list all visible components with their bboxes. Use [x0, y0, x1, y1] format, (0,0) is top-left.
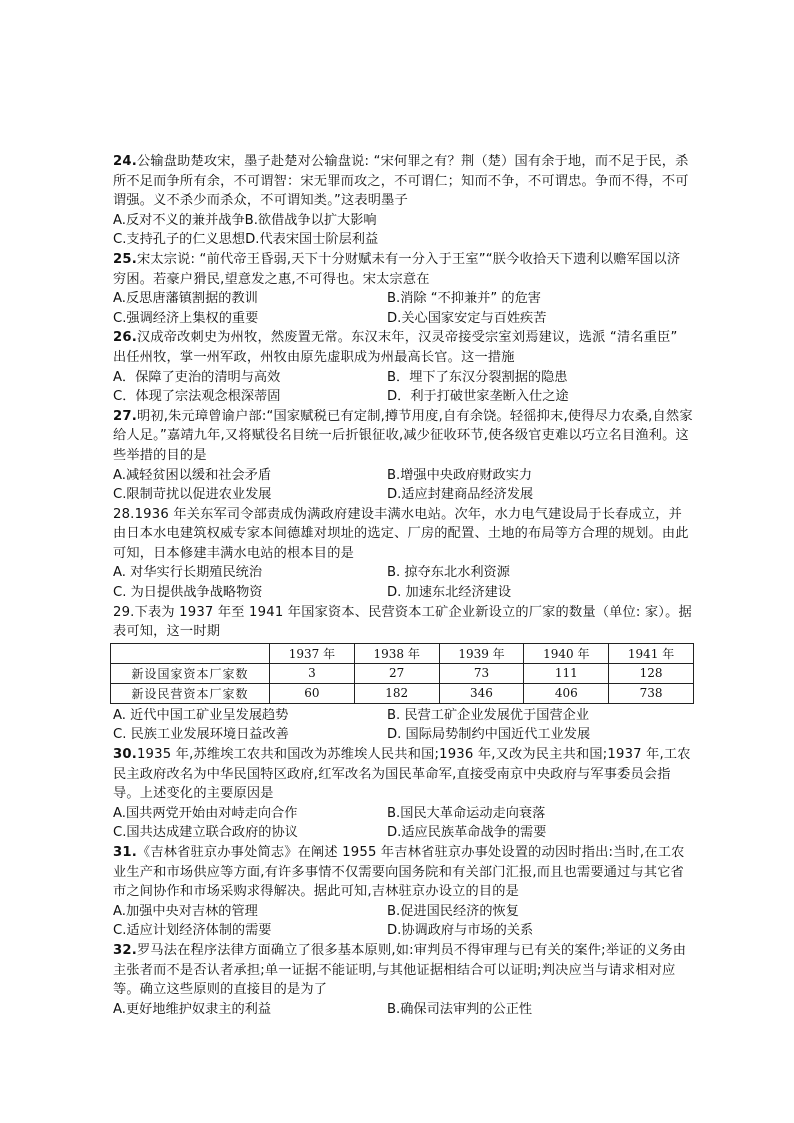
table-cell: 60	[270, 683, 355, 703]
question-27	[113, 407, 693, 505]
option-a[interactable]: A．保障了吏治的清明与高效	[113, 369, 281, 385]
question-30	[113, 745, 693, 843]
option-d[interactable]: D.代表宋国士阶层利益	[245, 232, 379, 248]
option-c[interactable]: C.适应计划经济体制的需要	[113, 923, 272, 939]
question-stem: 下表为 1937 年至 1941 年国家资本、民营资本工矿企业新设立的厂家的数量（单位: 家）。据表可知，这一时期	[113, 604, 692, 640]
option-b[interactable]: B．埋下了东汉分裂割据的隐患	[387, 369, 568, 385]
option-a[interactable]: A.反对不义的兼并战争	[113, 212, 245, 228]
option-c[interactable]: C. 为日提供战争战略物资	[113, 585, 263, 601]
row-label: 新设民营资本厂家数	[111, 683, 270, 703]
question-29	[113, 603, 693, 745]
table-cell: 111	[524, 663, 609, 683]
table-cell: 738	[609, 683, 694, 703]
option-d[interactable]: D. 国际局势制约中国近代工业发展	[387, 727, 591, 743]
question-24	[113, 152, 693, 250]
option-d[interactable]: D.协调政府与市场的关系	[387, 923, 534, 939]
table-cell: 182	[354, 683, 439, 703]
table-row	[111, 683, 694, 703]
question-number: 32.	[113, 942, 137, 958]
question-32	[113, 941, 693, 1019]
table-header-cell: 1938 年	[354, 643, 439, 663]
option-a[interactable]: A.更好地维护奴隶主的利益	[113, 1001, 272, 1017]
question-number: 29.	[113, 604, 135, 620]
question-number: 30.	[113, 747, 137, 763]
option-b[interactable]: B.确保司法审判的公正性	[387, 1001, 533, 1017]
table-cell: 27	[354, 663, 439, 683]
question-number: 25.	[113, 251, 137, 267]
option-a[interactable]: A. 对华实行长期殖民统治	[113, 565, 263, 581]
table-cell: 3	[270, 663, 355, 683]
table-header-cell	[111, 643, 270, 663]
option-a[interactable]: A. 近代中国工矿业呈发展趋势	[113, 707, 289, 723]
question-28	[113, 505, 693, 603]
option-d[interactable]: D. 加速东北经济建设	[387, 585, 512, 601]
question-number: 26.	[113, 330, 137, 346]
question-stem: 明初,朱元璋曾谕户部:“国家赋税已有定制,撙节用度,自有余饶。轻徭抑末,使得尽力农桑,自然家给人足。”嘉靖九年,又将赋役名目统一后折银征收,减少征收环节,使各级官吏难以巧立名目渔利。这些举措的目的是	[113, 408, 693, 463]
option-c[interactable]: C.强调经济上集权的重要	[113, 310, 259, 326]
question-stem: 1935 年,苏维埃工农共和国改为苏维埃人民共和国;1936 年,又改为民主共和国;1937 年,工农民主政府改名为中华民国特区政府,红军改名为国民革命军,直接受南京中央政府与军事委员会指导。上述变化的主要原因是	[113, 747, 691, 802]
question-stem: 《吉林省驻京办事处简志》在阐述 1955 年吉林省驻京办事处设置的动因时指出:当时,在工农业生产和市场供应等方面,有许多事情不仅需要向国务院和有关部门汇报,而且也需要通过与其它省市之间协作和市场采购求得解决。据此可知,吉林驻京办设立的目的是	[113, 845, 685, 900]
table-row	[111, 663, 694, 683]
option-a[interactable]: A.国共两党开始由对峙走向合作	[113, 805, 298, 821]
option-c[interactable]: C.支持孔子的仁义思想	[113, 232, 246, 248]
option-c[interactable]: C.限制苛扰以促进农业发展	[113, 487, 272, 503]
question-stem: 宋太宗说: “前代帝王昏弱,天下十分财赋未有一分入于王室”“朕今收拾天下遗利以赡军国以济穷困。若豪户猾民,望意发之惠,不可得也。宋太宗意在	[113, 251, 681, 287]
row-label: 新设国家资本厂家数	[111, 663, 270, 683]
option-a[interactable]: A.减轻贫困以缓和社会矛盾	[113, 467, 272, 483]
question-31	[113, 843, 693, 941]
option-b[interactable]: B.消除 “不抑兼并” 的危害	[387, 291, 541, 307]
table-header-cell: 1941 年	[609, 643, 694, 663]
data-table	[110, 643, 694, 704]
option-b[interactable]: B.增强中央政府财政实力	[387, 467, 533, 483]
option-b[interactable]: B. 民营工矿企业发展优于国营企业	[387, 707, 590, 723]
table-header-cell: 1939 年	[439, 643, 524, 663]
table-cell: 128	[609, 663, 694, 683]
question-stem: 公输盘助楚攻宋，墨子赴楚对公输盘说: “宋何罪之有？荆（楚）国有余于地，而不足于民，杀所不足而争所有余，不可谓智：宋无罪而攻之，不可谓仁；知而不争，不可谓忠。争而不得，不可谓强。义不杀少而杀众，不可谓知类。”这表明墨子	[113, 154, 689, 209]
question-number: 31.	[113, 845, 137, 860]
question-stem: 汉成帝改刺史为州牧，然废置无常。东汉末年，汉灵帝接受宗室刘焉建议，选派 “清名重臣” 出任州牧，掌一州军政，州牧由原先虚职成为州最高长官。这一措施	[113, 330, 691, 365]
table-header-cell: 1940 年	[524, 643, 609, 663]
option-a[interactable]: A.加强中央对吉林的管理	[113, 903, 258, 919]
option-d[interactable]: D.适应民族革命战争的需要	[387, 825, 547, 841]
option-b[interactable]: B.欲借战争以扩大影响	[244, 212, 377, 228]
question-stem: 罗马法在程序法律方面确立了很多基本原则,如:审判员不得审理与已有关的案件;举证的义务由主张者而不是否认者承担;单一证据不能证明,与其他证据相结合可以证明;判决应当与请求相对应等。确立这些原则的直接目的是为了	[113, 942, 687, 998]
question-number: 28.	[113, 506, 135, 522]
option-c[interactable]: C.国共达成建立联合政府的协议	[113, 825, 298, 841]
question-stem: 1936 年关东军司令部责成伪满政府建设丰满水电站。次年，水力电气建设局于长春成立，并由日本水电建筑权威专家本间德雄对坝址的选定、厂房的配置、土地的布局等方合理的规划。由此可知，日本修建丰满水电站的根本目的是	[113, 506, 689, 561]
option-d[interactable]: D．利于打破世家垄断入仕之途	[387, 389, 569, 405]
option-b[interactable]: B. 掠夺东北水利资源	[387, 565, 510, 581]
option-d[interactable]: D.关心国家安定与百姓疾苦	[387, 310, 547, 326]
option-b[interactable]: B.国民大革命运动走向衰落	[387, 805, 546, 821]
option-d[interactable]: D.适应封建商品经济发展	[387, 487, 534, 503]
question-number: 24.	[113, 154, 137, 169]
table-cell: 73	[439, 663, 524, 683]
option-a[interactable]: A.反思唐藩镇割据的教训	[113, 291, 258, 307]
table-cell: 406	[524, 683, 609, 703]
question-number: 27.	[113, 408, 137, 424]
option-c[interactable]: C．体现了宗法观念根深蒂固	[113, 389, 281, 405]
question-26	[113, 328, 693, 406]
question-25	[113, 250, 693, 328]
exam-page	[113, 152, 693, 1019]
table-header-cell: 1937 年	[270, 643, 355, 663]
option-c[interactable]: C. 民族工业发展环境日益改善	[113, 727, 289, 743]
table-cell: 346	[439, 683, 524, 703]
table-header-row	[111, 643, 694, 663]
option-b[interactable]: B.促进国民经济的恢复	[387, 903, 519, 919]
